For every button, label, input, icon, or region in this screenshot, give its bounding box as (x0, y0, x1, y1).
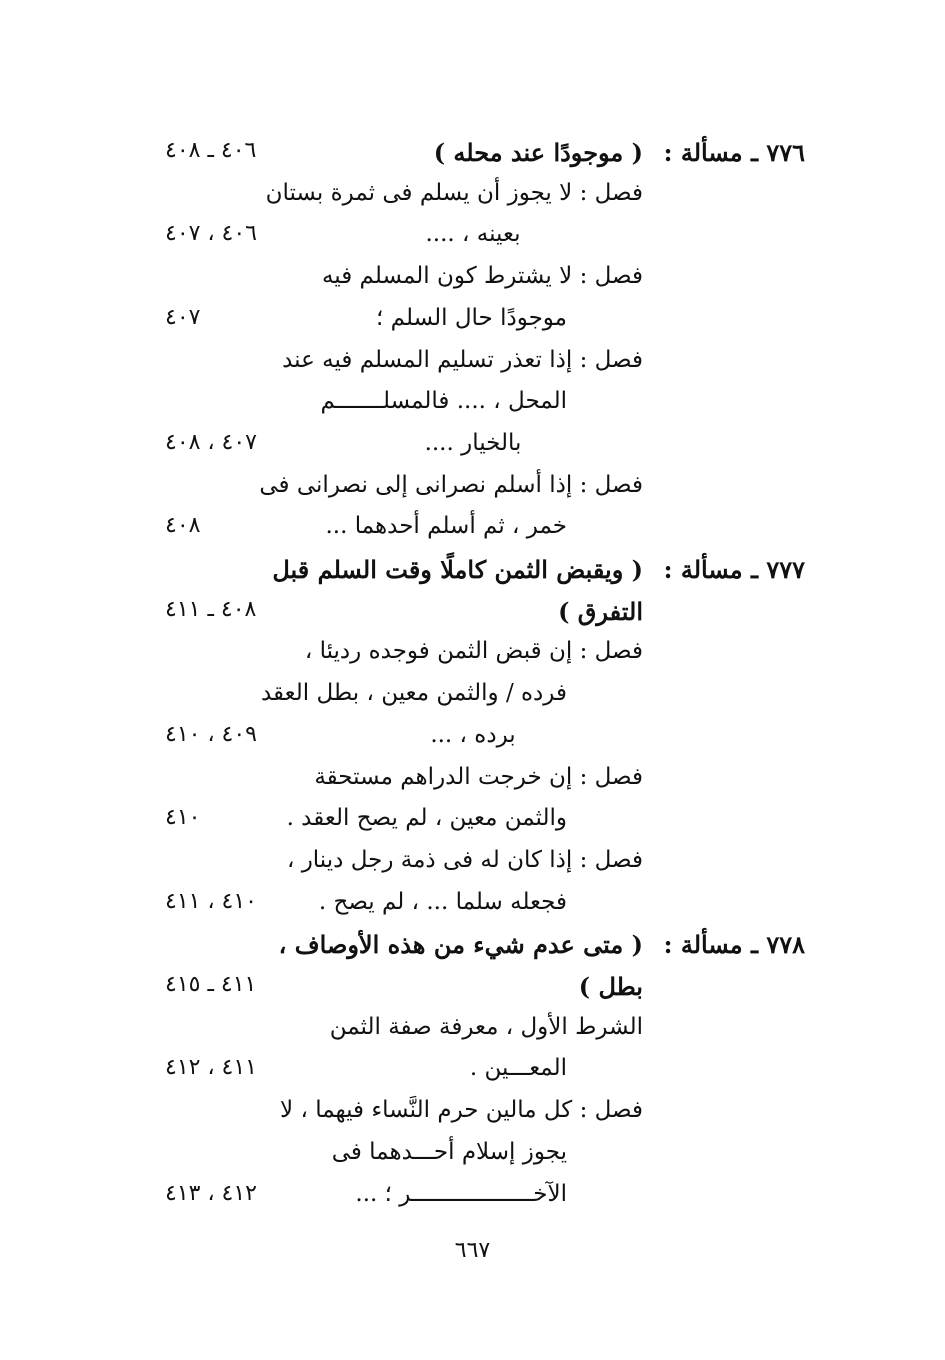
entry-text: المحل ، .... فالمسلـــــــم (320, 388, 567, 415)
entry-text: الآخــــــــــــــــــر ؛ ... (355, 1180, 567, 1207)
index-line (0, 597, 945, 641)
index-line (0, 388, 945, 432)
entry-text: الشرط الأول ، معرفة صفة الثمن (329, 1013, 643, 1040)
page-references: ٤٠٧ (165, 304, 201, 330)
index-line (0, 1181, 945, 1225)
index-line (0, 889, 945, 933)
page-references: ٤٠٩ ، ٤١٠ (165, 721, 257, 747)
page-references: ٤١١ ، ٤١٢ (165, 1055, 257, 1081)
entry-text: المعـــين . (469, 1055, 567, 1082)
page-references: ٤٠٦ ، ٤٠٧ (165, 221, 257, 247)
entry-text: خمر ، ثم أسلم أحدهما ... (325, 513, 567, 540)
entry-text: موجودًا حال السلم ؛ (376, 304, 567, 331)
question-label: ٧٧٨ ـ مسألة : (663, 930, 805, 960)
entry-text: بعينه ، .... (425, 221, 521, 248)
page-references: ٤١٠ (165, 805, 201, 831)
page-references: ٤١٢ ، ٤١٣ (165, 1180, 257, 1206)
entry-text: برده ، ... (430, 721, 516, 748)
entry-text: ( ويقبض الثمن كاملًا وقت السلم قبل (272, 555, 643, 584)
page-references: ٤٠٨ ـ ٤١١ (165, 596, 257, 622)
index-line (0, 347, 945, 391)
entry-text: فصل : إذا أسلم نصرانى إلى نصرانى فى (259, 471, 643, 498)
entry-text: فصل : لا يشترط كون المسلم فيه (321, 263, 643, 290)
index-line (0, 1055, 945, 1099)
index-line (0, 722, 945, 766)
index-line (0, 972, 945, 1016)
index-line (0, 180, 945, 224)
page-references: ٤٠٨ (165, 513, 201, 539)
entry-text: فجعله سلما ... ، لم يصح . (318, 888, 567, 915)
question-label: ٧٧٧ ـ مسألة : (663, 555, 805, 584)
page-number: ٦٦٧ (454, 1238, 491, 1263)
index-line (0, 1014, 945, 1058)
entry-text: والثمن معين ، لم يصح العقد . (286, 805, 567, 832)
entry-text: فصل : إذا تعذر تسليم المسلم فيه عند (282, 346, 643, 373)
entry-text: بالخيار .... (424, 429, 522, 456)
index-line (0, 263, 945, 307)
page-references: ٤١١ ـ ٤١٥ (165, 972, 257, 997)
page-references: ٤٠٧ ، ٤٠٨ (165, 429, 257, 455)
page-references: ٤٠٦ ـ ٤٠٨ (165, 138, 257, 163)
index-line (0, 305, 945, 349)
index-line (0, 513, 945, 557)
entry-text: فصل : لا يجوز أن يسلم فى ثمرة بستان (265, 179, 643, 206)
index-line (0, 430, 945, 474)
entry-text: فصل : إذا كان له فى ذمة رجل دينار ، (286, 846, 643, 873)
index-line (0, 847, 945, 891)
question-label: ٧٧٦ ـ مسألة : (663, 138, 805, 167)
index-line (0, 1139, 945, 1183)
entry-text: فصل : إن خرجت الدراهم مستحقة (314, 763, 643, 790)
entry-text: فصل : كل مالين حرم النَّساء فيهما ، لا (280, 1097, 643, 1124)
entry-text: يجوز إسلام أحـــدهما فى (331, 1138, 567, 1165)
entry-text: فرده / والثمن معين ، بطل العقد (260, 680, 567, 707)
page-references: ٤١٠ ، ٤١١ (165, 888, 257, 914)
index-line (0, 805, 945, 849)
index-line (0, 1097, 945, 1141)
entry-text: ( متى عدم شيء من هذه الأوصاف ، (278, 930, 643, 960)
index-line (0, 680, 945, 724)
entry-text: بطل ) (578, 972, 643, 1001)
entry-text: فصل : إن قبض الثمن فوجده رديئا ، (304, 638, 643, 665)
entry-text: ( موجودًا عند محله ) (433, 138, 643, 167)
index-line (0, 638, 945, 682)
index-line (0, 930, 945, 974)
index-line (0, 764, 945, 808)
index-line (0, 221, 945, 265)
index-line (0, 555, 945, 599)
index-line (0, 472, 945, 516)
entry-text: التفرق ) (558, 596, 643, 626)
index-line (0, 138, 945, 182)
